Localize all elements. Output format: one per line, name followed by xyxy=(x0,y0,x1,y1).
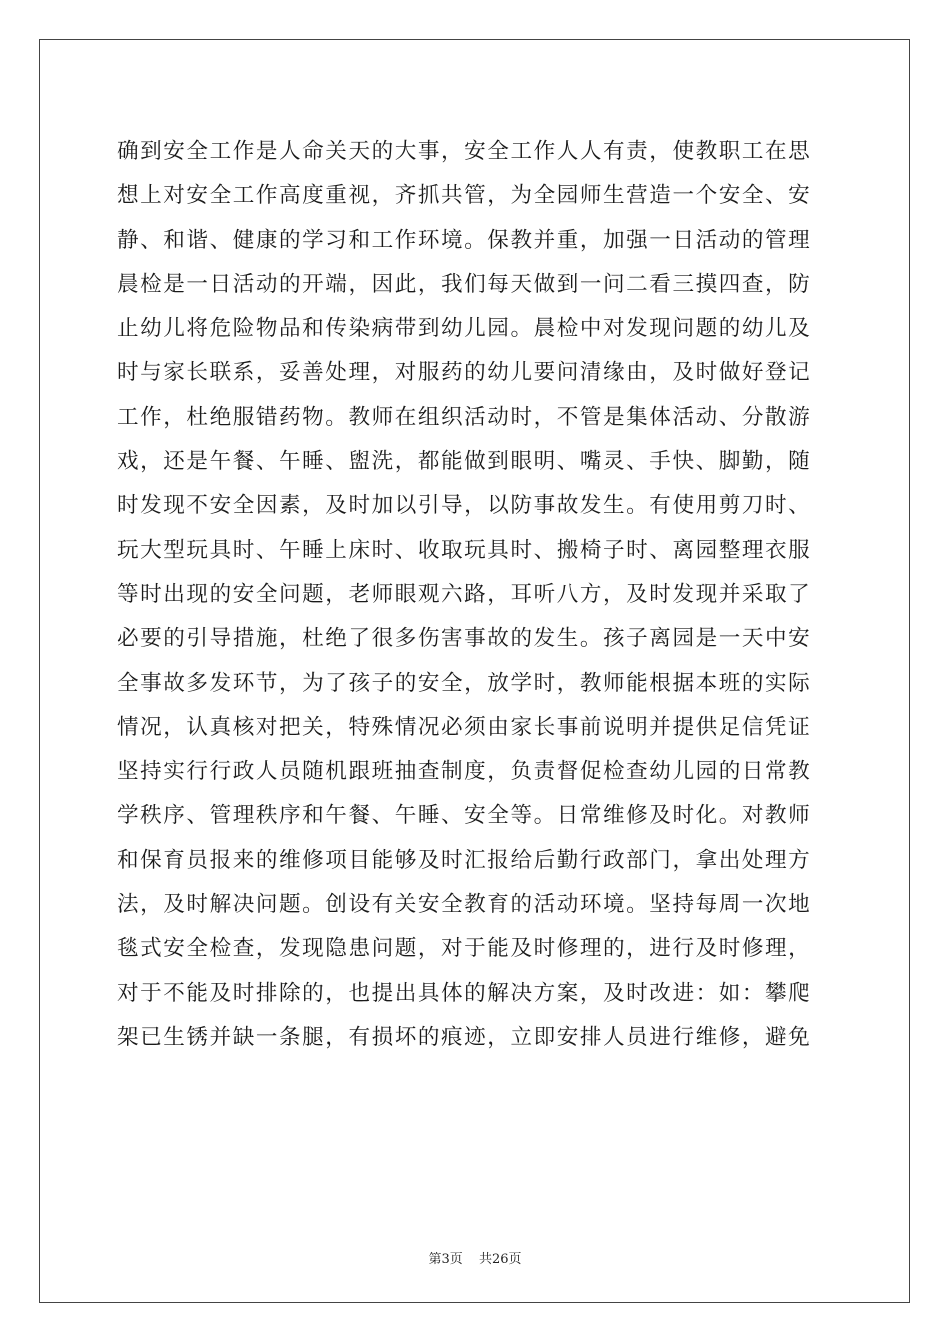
text-line: 静、和谐、健康的学习和工作环境。保教并重，加强一日活动的管理 xyxy=(117,227,812,253)
text-line: 想上对安全工作高度重视，齐抓共管，为全园师生营造一个安全、安 xyxy=(117,183,812,209)
page-footer xyxy=(0,1248,950,1267)
text-line: 学秩序、管理秩序和午餐、午睡、安全等。日常维修及时化。对教师 xyxy=(117,803,812,829)
document-body xyxy=(117,130,837,1060)
text-line: 晨检是一日活动的开端，因此，我们每天做到一问二看三摸四查，防 xyxy=(117,271,812,297)
text-line: 时发现不安全因素，及时加以引导，以防事故发生。有使用剪刀时、 xyxy=(117,493,812,519)
text-line: 确到安全工作是人命关天的大事，安全工作人人有责，使教职工在思 xyxy=(117,139,812,164)
text-line: 必要的引导措施，杜绝了很多伤害事故的发生。孩子离园是一天中安 xyxy=(117,626,812,652)
text-line: 架已生锈并缺一条腿，有损坏的痕迹，立即安排人员进行维修，避免 xyxy=(117,1024,812,1050)
text-line: 时与家长联系，妥善处理，对服药的幼儿要问清缘由，及时做好登记 xyxy=(117,360,812,386)
text-line: 玩大型玩具时、午睡上床时、收取玩具时、搬椅子时、离园整理衣服 xyxy=(117,537,812,563)
text-line: 法，及时解决问题。创设有关安全教育的活动环境。坚持每周一次地 xyxy=(117,892,812,918)
page-number: 第3页 xyxy=(428,1252,463,1267)
text-line: 等时出现的安全问题，老师眼观六路，耳听八方，及时发现并采取了 xyxy=(117,581,812,607)
text-line: 工作，杜绝服错药物。教师在组织活动时，不管是集体活动、分散游 xyxy=(117,404,812,430)
text-line: 情况，认真核对把关，特殊情况必须由家长事前说明并提供足信凭证 xyxy=(117,714,812,740)
text-line: 对于不能及时排除的，也提出具体的解决方案，及时改进：如：攀爬 xyxy=(117,980,812,1006)
text-line: 全事故多发环节，为了孩子的安全，放学时，教师能根据本班的实际 xyxy=(117,670,812,696)
text-line: 坚持实行行政人员随机跟班抽查制度，负责督促检查幼儿园的日常教 xyxy=(117,759,812,785)
text-line: 止幼儿将危险物品和传染病带到幼儿园。晨检中对发现问题的幼儿及 xyxy=(117,316,812,342)
page-total: 共26页 xyxy=(478,1252,522,1267)
text-line: 和保育员报来的维修项目能够及时汇报给后勤行政部门，拿出处理方 xyxy=(117,847,812,873)
text-line: 毯式安全检查，发现隐患问题，对于能及时修理的，进行及时修理， xyxy=(117,936,812,962)
text-line: 戏，还是午餐、午睡、盥洗，都能做到眼明、嘴灵、手快、脚勤，随 xyxy=(117,449,812,475)
